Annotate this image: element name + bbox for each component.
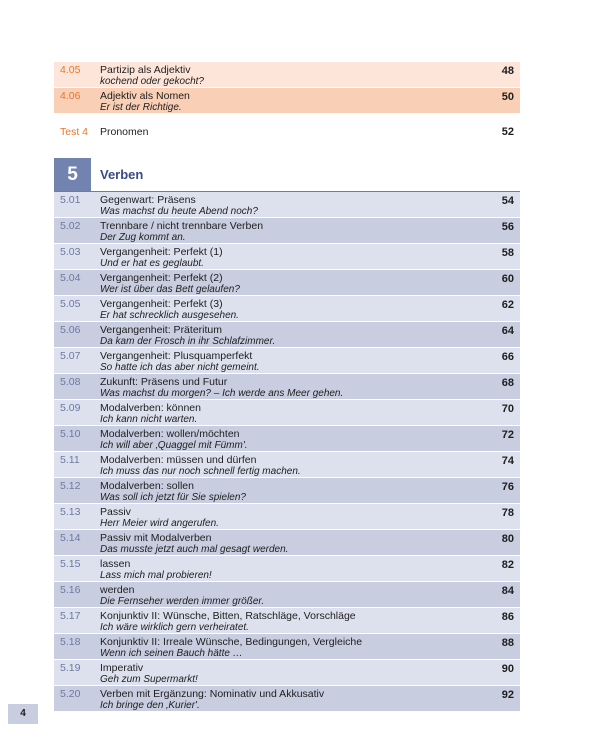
entry-title: Gegenwart: Präsens — [100, 194, 196, 206]
entry-example: Ich bringe den ‚Kurier'. — [100, 700, 200, 711]
entry-example: Was machst du heute Abend noch? — [100, 206, 258, 217]
entry-title: Imperativ — [100, 662, 144, 674]
entry-example: Ich kann nicht warten. — [100, 414, 198, 425]
entry-number: 5.16 — [60, 584, 81, 596]
toc-entry[interactable] — [54, 478, 520, 504]
entry-example: Er ist der Richtige. — [100, 102, 182, 113]
entry-page: 50 — [501, 91, 514, 103]
entry-example: Ich will aber ‚Quaggel mit Fümm'. — [100, 440, 248, 451]
entry-example: Er hat schrecklich ausgesehen. — [100, 310, 239, 321]
entry-number: 5.19 — [60, 662, 81, 674]
entry-number: 5.09 — [60, 402, 81, 414]
entry-number: 5.01 — [60, 194, 81, 206]
entry-page: 58 — [501, 247, 514, 259]
entry-example: Lass mich mal probieren! — [100, 570, 212, 581]
entry-number: 5.02 — [60, 220, 81, 232]
toc-entry[interactable] — [54, 296, 520, 322]
entry-title: Vergangenheit: Perfekt (2) — [100, 272, 223, 284]
chapter-number: 5 — [54, 158, 91, 191]
entry-title: Konjunktiv II: Wünsche, Bitten, Ratschläge, Vorschläge — [100, 610, 356, 622]
entry-title: Zukunft: Präsens und Futur — [100, 376, 228, 388]
entry-example: Das musste jetzt auch mal gesagt werden. — [100, 544, 289, 555]
entry-example: Was soll ich jetzt für Sie spielen? — [100, 492, 246, 503]
toc-entry[interactable] — [54, 218, 520, 244]
entry-title: Adjektiv als Nomen — [100, 90, 190, 102]
entry-title: Vergangenheit: Perfekt (1) — [100, 246, 223, 258]
entry-example: kochend oder gekocht? — [100, 76, 204, 87]
toc-entry[interactable] — [54, 582, 520, 608]
toc-entry[interactable] — [54, 530, 520, 556]
chapter-header — [54, 158, 520, 192]
toc-entry[interactable] — [54, 426, 520, 452]
entry-page: 54 — [501, 195, 514, 207]
chapter-entries — [54, 192, 520, 712]
top-entries — [54, 62, 520, 114]
toc-entry[interactable] — [54, 348, 520, 374]
entry-page: 56 — [501, 221, 514, 233]
toc-entry[interactable] — [54, 192, 520, 218]
entry-example: So hatte ich das aber nicht gemeint. — [100, 362, 260, 373]
entry-title: Passiv mit Modalverben — [100, 532, 212, 544]
entry-title: Vergangenheit: Präteritum — [100, 324, 222, 336]
entry-title: Konjunktiv II: Irreale Wünsche, Bedingungen, Vergleiche — [100, 636, 363, 648]
test-page: 52 — [501, 126, 514, 138]
entry-example: Wer ist über das Bett gelaufen? — [100, 284, 240, 295]
entry-number: 5.14 — [60, 532, 81, 544]
entry-page: 82 — [501, 559, 514, 571]
entry-page: 48 — [501, 65, 514, 77]
entry-page: 60 — [501, 273, 514, 285]
toc-entry[interactable] — [54, 88, 520, 114]
entry-page: 78 — [501, 507, 514, 519]
entry-title: Vergangenheit: Perfekt (3) — [100, 298, 223, 310]
entry-title: Passiv — [100, 506, 131, 518]
entry-page: 76 — [501, 481, 514, 493]
entry-number: 5.03 — [60, 246, 81, 258]
entry-page: 84 — [501, 585, 514, 597]
entry-title: Vergangenheit: Plusquamperfekt — [100, 350, 253, 362]
page-number: 4 — [8, 704, 38, 724]
entry-number: 5.18 — [60, 636, 81, 648]
toc-entry[interactable] — [54, 62, 520, 88]
entry-number: 5.07 — [60, 350, 81, 362]
entry-number: 5.20 — [60, 688, 81, 700]
toc-entry[interactable] — [54, 400, 520, 426]
entry-number: 5.15 — [60, 558, 81, 570]
toc-entry[interactable] — [54, 322, 520, 348]
test-number: Test 4 — [60, 126, 89, 138]
entry-example: Die Fernseher werden immer größer. — [100, 596, 265, 607]
entry-title: Modalverben: wollen/möchten — [100, 428, 240, 440]
entry-example: Und er hat es geglaubt. — [100, 258, 204, 269]
entry-title: Modalverben: sollen — [100, 480, 194, 492]
test-entry[interactable] — [54, 114, 520, 148]
toc-entry[interactable] — [54, 504, 520, 530]
entry-example: Herr Meier wird angerufen. — [100, 518, 219, 529]
entry-page: 88 — [501, 637, 514, 649]
entry-title: Modalverben: können — [100, 402, 201, 414]
entry-example: Da kam der Frosch in ihr Schlafzimmer. — [100, 336, 276, 347]
entry-number: 5.05 — [60, 298, 81, 310]
entry-page: 70 — [501, 403, 514, 415]
entry-number: 5.13 — [60, 506, 81, 518]
toc-entry[interactable] — [54, 608, 520, 634]
entry-title: Trennbare / nicht trennbare Verben — [100, 220, 264, 232]
entry-page: 68 — [501, 377, 514, 389]
entry-title: Partizip als Adjektiv — [100, 64, 191, 76]
chapter-title: Verben — [100, 167, 144, 182]
entry-example: Was machst du morgen? – Ich werde ans Meer gehen. — [100, 388, 344, 399]
table-of-contents — [54, 62, 520, 712]
entry-title: Modalverben: müssen und dürfen — [100, 454, 257, 466]
entry-page: 72 — [501, 429, 514, 441]
entry-page: 90 — [501, 663, 514, 675]
toc-entry[interactable] — [54, 686, 520, 712]
entry-page: 66 — [501, 351, 514, 363]
entry-number: 5.10 — [60, 428, 81, 440]
entry-example: Ich wäre wirklich gern verheiratet. — [100, 622, 249, 633]
entry-example: Wenn ich seinen Bauch hätte … — [100, 648, 243, 659]
entry-number: 5.12 — [60, 480, 81, 492]
entry-page: 62 — [501, 299, 514, 311]
entry-example: Ich muss das nur noch schnell fertig machen. — [100, 466, 301, 477]
entry-number: 4.06 — [60, 90, 81, 102]
toc-entry[interactable] — [54, 270, 520, 296]
entry-page: 64 — [501, 325, 514, 337]
entry-page: 92 — [501, 689, 514, 701]
entry-number: 5.04 — [60, 272, 81, 284]
test-title: Pronomen — [100, 126, 149, 138]
entry-number: 5.08 — [60, 376, 81, 388]
entry-title: Verben mit Ergänzung: Nominativ und Akkusativ — [100, 688, 325, 700]
toc-entry[interactable] — [54, 660, 520, 686]
toc-entry[interactable] — [54, 634, 520, 660]
toc-entry[interactable] — [54, 556, 520, 582]
entry-example: Der Zug kommt an. — [100, 232, 186, 243]
entry-example: Geh zum Supermarkt! — [100, 674, 198, 685]
entry-number: 5.11 — [60, 454, 80, 466]
entry-page: 86 — [501, 611, 514, 623]
entry-number: 5.06 — [60, 324, 81, 336]
entry-page: 80 — [501, 533, 514, 545]
toc-entry[interactable] — [54, 244, 520, 270]
entry-title: werden — [100, 584, 135, 596]
entry-title: lassen — [100, 558, 131, 570]
toc-entry[interactable] — [54, 452, 520, 478]
entry-page: 74 — [501, 455, 514, 467]
entry-number: 5.17 — [60, 610, 81, 622]
entry-number: 4.05 — [60, 64, 81, 76]
toc-entry[interactable] — [54, 374, 520, 400]
